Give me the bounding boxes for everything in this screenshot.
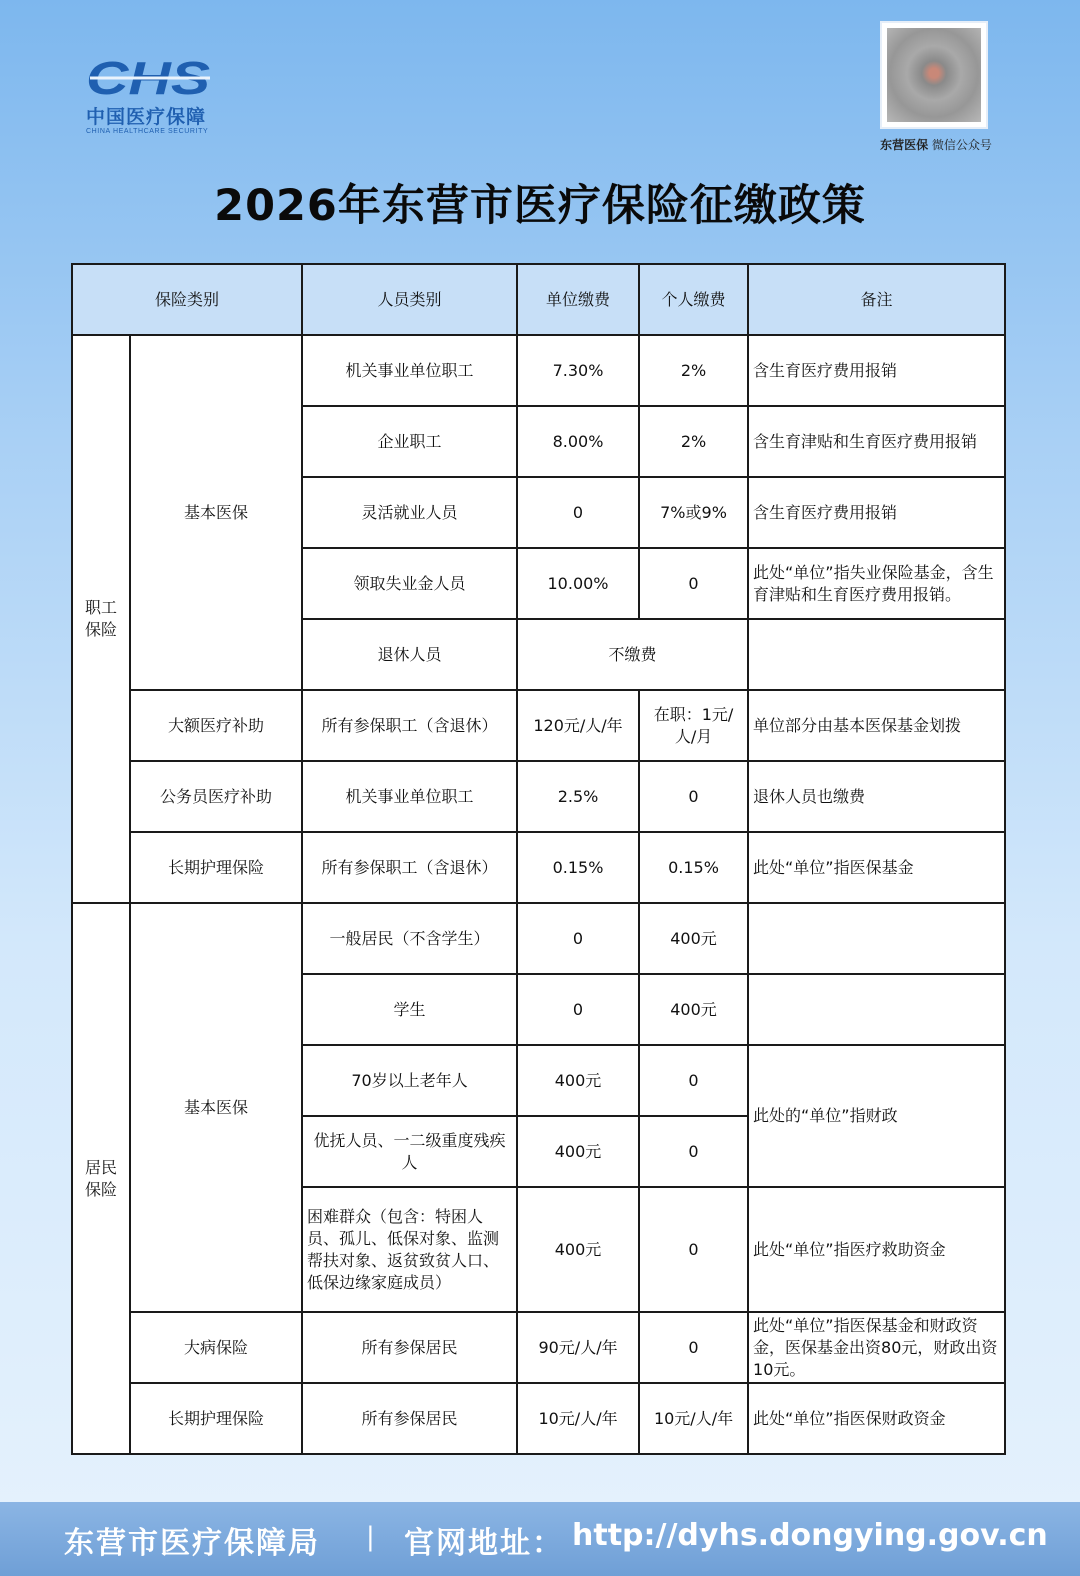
qr-account-name: 东营医保 xyxy=(880,138,929,152)
footer-site-label: 官网地址： xyxy=(404,1526,564,1561)
unit-cell: 2.5% xyxy=(517,761,639,832)
note-cell: 单位部分由基本医保基金划拨 xyxy=(748,690,1005,761)
note-cell: 此处“单位”指医保基金和财政资金，医保基金出资80元，财政出资10元。 xyxy=(748,1312,1005,1383)
personal-cell: 0 xyxy=(639,1045,748,1116)
header-personal-payment: 个人缴费 xyxy=(639,264,748,335)
person-cell: 所有参保居民 xyxy=(302,1383,517,1454)
personal-cell: 0 xyxy=(639,1312,748,1383)
note-cell: 含生育津贴和生育医疗费用报销 xyxy=(748,406,1005,477)
personal-cell: 0 xyxy=(639,548,748,619)
personal-cell: 0 xyxy=(639,1116,748,1187)
person-cell: 学生 xyxy=(302,974,517,1045)
person-cell: 企业职工 xyxy=(302,406,517,477)
table-row xyxy=(72,832,1005,903)
unit-cell: 90元/人/年 xyxy=(517,1312,639,1383)
personal-cell: 2% xyxy=(639,406,748,477)
person-cell: 所有参保职工（含退休） xyxy=(302,832,517,903)
type-critical-illness: 大病保险 xyxy=(130,1312,302,1383)
note-cell: 此处“单位”指医疗救助资金 xyxy=(748,1187,1005,1312)
type-basic-employee: 基本医保 xyxy=(130,335,302,690)
type-large-medical-subsidy: 大额医疗补助 xyxy=(130,690,302,761)
footer-website-link[interactable]: http://dyhs.dongying.gov.cn xyxy=(572,1518,1048,1553)
note-cell xyxy=(748,619,1005,690)
chs-logo-mark xyxy=(84,56,214,100)
note-cell xyxy=(748,974,1005,1045)
unit-cell: 7.30% xyxy=(517,335,639,406)
group-resident-insurance: 居民保险 xyxy=(72,903,130,1454)
unit-cell: 0.15% xyxy=(517,832,639,903)
person-cell: 机关事业单位职工 xyxy=(302,761,517,832)
logo-mark-text: CHS xyxy=(86,56,211,100)
page-title: 2026年东营市医疗保险征缴政策 xyxy=(214,181,866,231)
personal-cell: 10元/人/年 xyxy=(639,1383,748,1454)
note-cell: 此处“单位”指医保财政资金 xyxy=(748,1383,1005,1454)
table-row xyxy=(72,761,1005,832)
note-cell: 此处“单位”指医保基金 xyxy=(748,832,1005,903)
header-insurance-type: 保险类别 xyxy=(72,264,302,335)
personal-cell: 0 xyxy=(639,1187,748,1312)
table-row xyxy=(72,903,1005,974)
note-cell: 含生育医疗费用报销 xyxy=(748,477,1005,548)
personal-cell: 在职：1元/人/月 xyxy=(639,690,748,761)
table-header-row xyxy=(72,264,1005,335)
person-cell: 70岁以上老年人 xyxy=(302,1045,517,1116)
personal-cell: 400元 xyxy=(639,903,748,974)
person-cell: 所有参保居民 xyxy=(302,1312,517,1383)
table-row xyxy=(72,335,1005,406)
unit-cell: 0 xyxy=(517,903,639,974)
note-cell xyxy=(748,903,1005,974)
note-cell: 此处“单位”指失业保险基金，含生育津贴和生育医疗费用报销。 xyxy=(748,548,1005,619)
header-notes: 备注 xyxy=(748,264,1005,335)
table-row xyxy=(72,1383,1005,1454)
unit-cell: 120元/人/年 xyxy=(517,690,639,761)
unit-cell: 0 xyxy=(517,477,639,548)
note-cell: 含生育医疗费用报销 xyxy=(748,335,1005,406)
table-row xyxy=(72,1312,1005,1383)
personal-cell: 0.15% xyxy=(639,832,748,903)
personal-cell: 400元 xyxy=(639,974,748,1045)
person-cell: 退休人员 xyxy=(302,619,517,690)
unit-cell: 400元 xyxy=(517,1187,639,1312)
header-unit-payment: 单位缴费 xyxy=(517,264,639,335)
note-cell: 退休人员也缴费 xyxy=(748,761,1005,832)
person-cell: 优抚人员、一二级重度残疾人 xyxy=(302,1116,517,1187)
unit-cell: 0 xyxy=(517,974,639,1045)
type-long-term-care-employee: 长期护理保险 xyxy=(130,832,302,903)
logo-chinese-name: 中国医疗保障 xyxy=(86,106,207,128)
qr-image xyxy=(887,28,981,122)
person-cell: 所有参保职工（含退休） xyxy=(302,690,517,761)
personal-cell: 7%或9% xyxy=(639,477,748,548)
unit-cell: 10元/人/年 xyxy=(517,1383,639,1454)
note-cell-shared: 此处的“单位”指财政 xyxy=(748,1045,1005,1187)
unit-cell: 400元 xyxy=(517,1045,639,1116)
personal-cell: 0 xyxy=(639,761,748,832)
type-civil-servant-subsidy: 公务员医疗补助 xyxy=(130,761,302,832)
personal-cell: 2% xyxy=(639,335,748,406)
qr-account-label: 微信公众号 xyxy=(931,138,992,152)
person-cell: 困难群众（包含：特困人员、孤儿、低保对象、监测帮扶对象、返贫致贫人口、低保边缘家庭成员） xyxy=(302,1187,517,1312)
person-cell: 领取失业金人员 xyxy=(302,548,517,619)
no-payment-cell: 不缴费 xyxy=(517,619,748,690)
logo-english-name: CHINA HEALTHCARE SECURITY xyxy=(86,128,209,135)
group-employee-insurance: 职工保险 xyxy=(72,335,130,903)
policy-table xyxy=(71,263,1006,1455)
unit-cell: 400元 xyxy=(517,1116,639,1187)
unit-cell: 8.00% xyxy=(517,406,639,477)
footer-org-name: 东营市医疗保障局 xyxy=(64,1526,320,1561)
header-person-type: 人员类别 xyxy=(302,264,517,335)
type-basic-resident: 基本医保 xyxy=(130,903,302,1312)
person-cell: 一般居民（不含学生） xyxy=(302,903,517,974)
type-long-term-care-resident: 长期护理保险 xyxy=(130,1383,302,1454)
person-cell: 机关事业单位职工 xyxy=(302,335,517,406)
person-cell: 灵活就业人员 xyxy=(302,477,517,548)
footer-bar xyxy=(0,1502,1080,1576)
wechat-qr-code[interactable] xyxy=(880,21,988,129)
unit-cell: 10.00% xyxy=(517,548,639,619)
table-row xyxy=(72,690,1005,761)
qr-caption xyxy=(872,136,1000,153)
footer-separator: | xyxy=(366,1522,375,1552)
